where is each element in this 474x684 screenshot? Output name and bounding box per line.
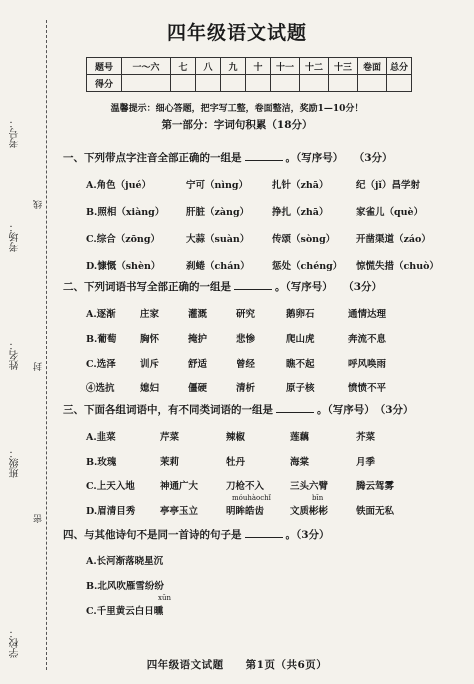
q1-option: A.角色（jué） (86, 180, 152, 191)
score-input-cell[interactable] (246, 75, 271, 92)
score-cell: 一～六 (122, 58, 171, 75)
score-table-header-row (87, 58, 412, 75)
q2-word: 灌溉 (188, 309, 208, 320)
q4-option: A.长河渐落晓星沉 (86, 556, 164, 567)
q3-word: A.韭菜 (86, 432, 116, 443)
q2-word: 庄家 (140, 309, 160, 320)
q1-option: C.综合（zōng） (86, 234, 160, 245)
school-label: 学校： (10, 628, 21, 658)
score-row-label: 得分 (87, 75, 122, 92)
q3-word: 海棠 (290, 457, 310, 468)
q2-word: 舒适 (188, 359, 208, 370)
q3-word: 茉莉 (160, 457, 180, 468)
pinyin-annotation: bīn (312, 494, 324, 502)
q3-word: 月季 (356, 457, 376, 468)
score-cell: 八 (196, 58, 221, 75)
answer-blank[interactable] (276, 412, 314, 413)
q3-word: C.上天入地 (86, 481, 135, 492)
score-cell: 十三 (329, 58, 358, 75)
score-input-cell[interactable] (300, 75, 329, 92)
q2-word: C.选泽 (86, 359, 116, 370)
q2-word: A.逐渐 (86, 309, 116, 320)
q1-option: D.慷慨（shèn） (86, 261, 161, 272)
q1-option: 刹蜷（chán） (186, 261, 250, 272)
question-tail: 。（写序号） （3分） (275, 281, 383, 293)
q2-word: 清析 (236, 383, 256, 394)
question-tail: 。（3分） (285, 529, 330, 541)
q3-word: 腾云驾雾 (356, 481, 395, 492)
score-cell: 十二 (300, 58, 329, 75)
q3-word: 芹菜 (160, 432, 180, 443)
seal-word-line: 线 (34, 200, 44, 209)
q1-option: 大蒜（suàn） (186, 234, 250, 245)
score-input-cell[interactable] (171, 75, 196, 92)
q2-word: 奔流不息 (348, 334, 387, 345)
q2-word: 研究 (236, 309, 256, 320)
q3-word: B.玫瑰 (86, 457, 117, 468)
q2-word: 通情达理 (348, 309, 387, 320)
q1-option: 家雀儿（què） (356, 207, 424, 218)
question-tail: 。（写序号） （3分） (285, 152, 393, 164)
class-label: 班级： (10, 448, 21, 478)
q4-option: C.千里黄云白日曛 (86, 606, 164, 617)
seal-word-seal: 封 (34, 362, 44, 371)
question-stem: 二、下列词语书写全部正确的一组是 (63, 281, 231, 293)
score-cell: 十 (246, 58, 271, 75)
score-cell: 七 (171, 58, 196, 75)
q2-word: 瞧不起 (286, 359, 315, 370)
q1-option: 惊慌失措（chuò） (356, 261, 439, 272)
score-input-cell[interactable] (329, 75, 358, 92)
name-label: 姓名： (10, 340, 21, 370)
answer-blank[interactable] (234, 289, 272, 290)
q2-word: 爬山虎 (286, 334, 315, 345)
question-4 (63, 527, 330, 542)
score-input-cell[interactable] (387, 75, 412, 92)
question-3 (63, 402, 414, 417)
q2-word: 愤愤不平 (348, 383, 387, 394)
q3-word: 三头六臂 (290, 481, 329, 492)
question-tail: 。（写序号） （3分） (317, 404, 414, 416)
question-stem: 四、与其他诗句不是同一首诗的句子是 (63, 529, 242, 541)
q3-word: 刀枪不入 (226, 481, 265, 492)
score-cell: 卷面 (358, 58, 387, 75)
score-input-cell[interactable] (221, 75, 246, 92)
score-cell: 题号 (87, 58, 122, 75)
q2-word: 曾经 (236, 359, 256, 370)
q4-option: B.北风吹雁雪纷纷 (86, 581, 164, 592)
score-input-cell[interactable] (271, 75, 300, 92)
score-input-cell[interactable] (358, 75, 387, 92)
q1-option: 挣扎（zhā） (272, 207, 329, 218)
question-1 (63, 150, 393, 165)
q3-word: 莲藕 (290, 432, 310, 443)
q2-word: 悲惨 (236, 334, 256, 345)
q3-word: 辣椒 (226, 432, 246, 443)
seal-word-secret: 密 (34, 514, 44, 523)
q1-option: 传颂（sòng） (272, 234, 336, 245)
score-cell: 总分 (387, 58, 412, 75)
q3-word: 文质彬彬 (290, 506, 329, 517)
q1-option: 扎针（zhā） (272, 180, 329, 191)
q2-word: 鹅卵石 (286, 309, 315, 320)
score-table-score-row (87, 75, 412, 92)
room-label: 考场： (10, 222, 21, 252)
question-stem: 三、下面各组词语中，有不同类词语的一组是 (63, 404, 273, 416)
q1-option: 开凿渠道（záo） (356, 234, 431, 245)
part-heading: 第一部分：字词句积累（18分） (161, 119, 313, 131)
score-cell: 十一 (271, 58, 300, 75)
q3-word: 铁面无私 (356, 506, 395, 517)
question-2 (63, 279, 382, 294)
q3-word: D.眉清目秀 (86, 506, 136, 517)
q1-option: 纪（jǐ）昌学射 (356, 180, 421, 191)
score-table (86, 57, 412, 92)
score-input-cell[interactable] (122, 75, 171, 92)
q2-word: 僵硬 (188, 383, 208, 394)
score-input-cell[interactable] (196, 75, 221, 92)
q1-option: B.照相（xiàng） (86, 207, 165, 218)
q2-word: 训斥 (140, 359, 160, 370)
page-footer: 四年级语文试题 第1页（共6页） (146, 659, 328, 671)
q2-word: 呼风唤雨 (348, 359, 387, 370)
question-stem: 一、下列带点字注音全部正确的一组是 (63, 152, 242, 164)
q1-option: 宁可（nìng） (186, 180, 249, 191)
q1-option: 惩处（chéng） (272, 261, 343, 272)
exam-no-label: 考号： (10, 118, 21, 148)
pinyin-annotation: móuhàochǐ (232, 494, 271, 502)
page-title: 四年级语文试题 (166, 22, 307, 44)
q3-word: 神通广大 (160, 481, 199, 492)
answer-blank[interactable] (245, 537, 283, 538)
q2-word: 媳妇 (140, 383, 160, 394)
tip-text: 温馨提示：细心答题，把字写工整，卷面整洁，奖励1—10分！ (110, 104, 364, 114)
q2-word: 胸怀 (140, 334, 160, 345)
answer-blank[interactable] (245, 160, 283, 161)
q3-word: 芥菜 (356, 432, 376, 443)
pinyin-annotation: xūn (158, 594, 171, 602)
q3-word: 牡丹 (226, 457, 246, 468)
q2-word: 掩护 (188, 334, 208, 345)
q1-option: 肝脏（zàng） (186, 207, 250, 218)
q2-word: B.葡萄 (86, 334, 117, 345)
score-cell: 九 (221, 58, 246, 75)
q3-word: 亭亭玉立 (160, 506, 199, 517)
q2-word: 原子核 (286, 383, 315, 394)
q3-word: 明眸皓齿 (226, 506, 265, 517)
q2-word: ④选抗 (86, 383, 115, 394)
